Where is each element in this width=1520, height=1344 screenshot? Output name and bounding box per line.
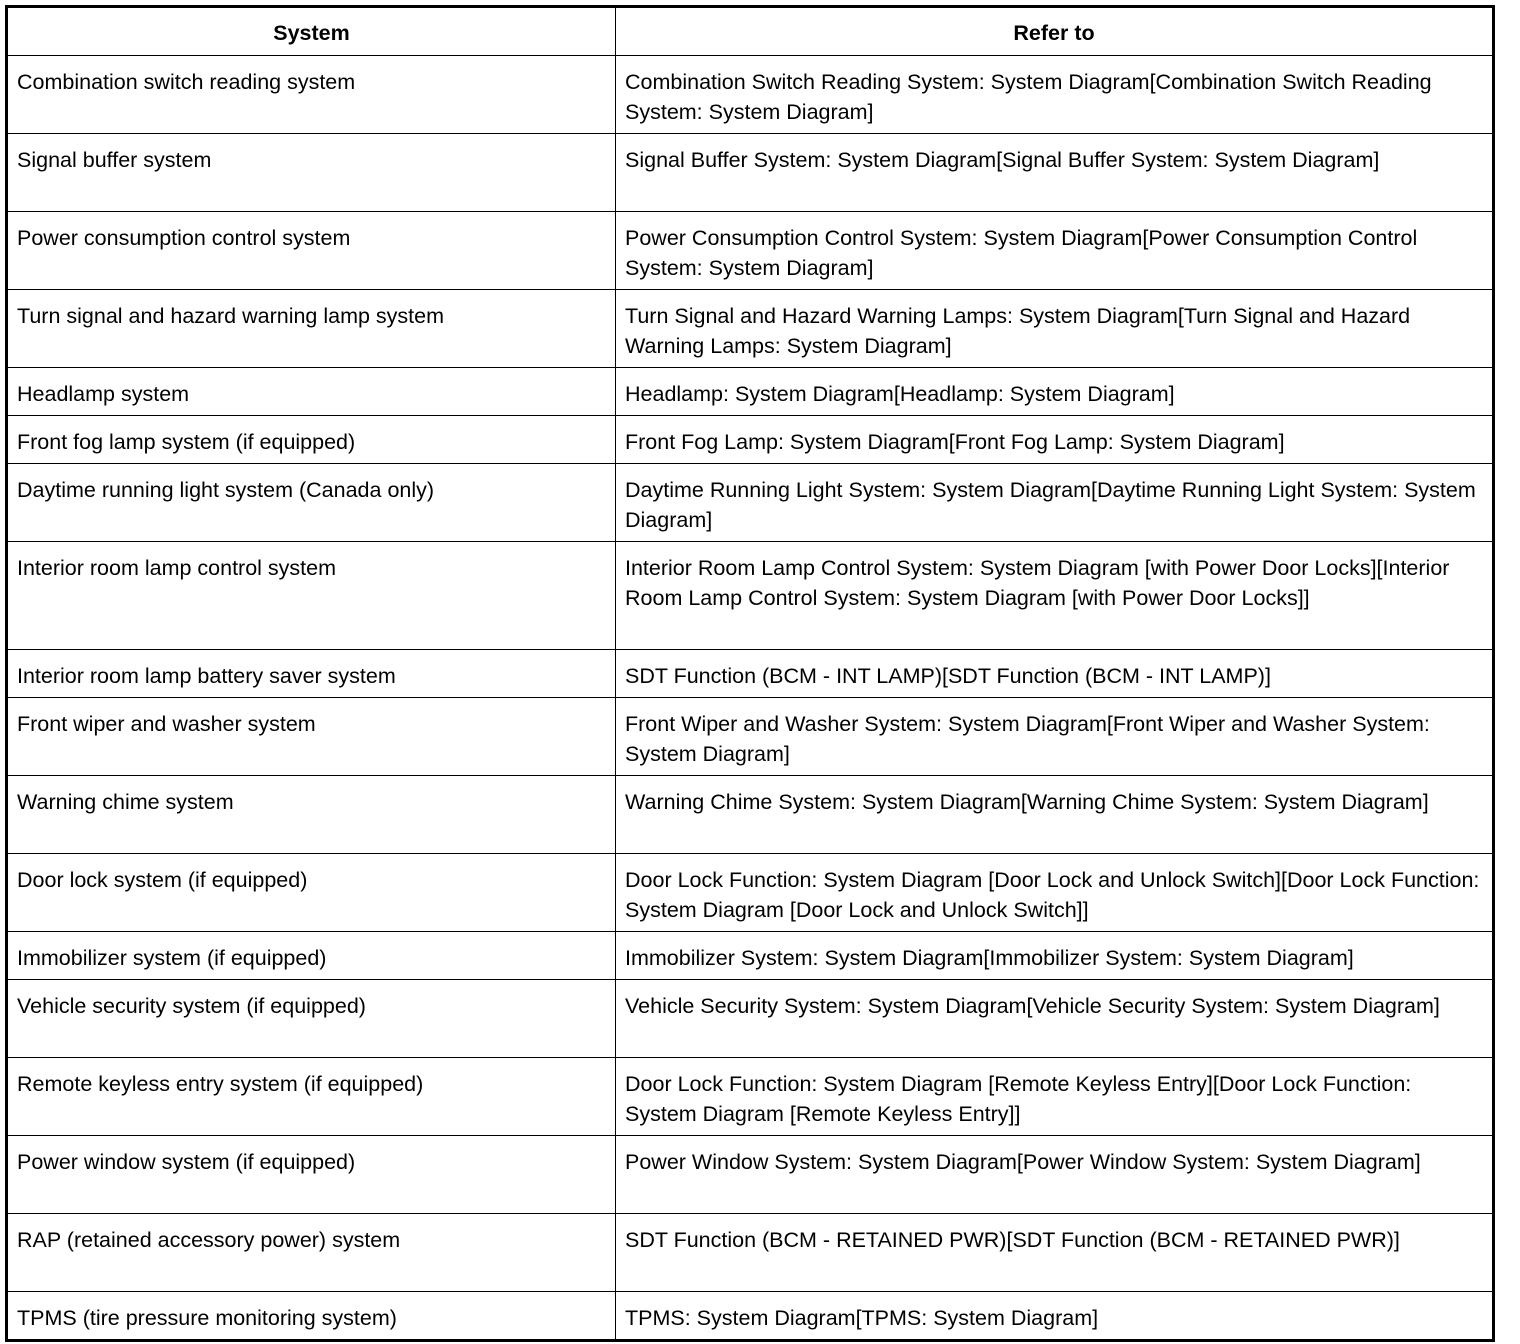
refer-to-cell: Combination Switch Reading System: System Diagram[Combination Switch Reading System: System Diagram] xyxy=(616,56,1494,134)
refer-to-cell: TPMS: System Diagram[TPMS: System Diagram] xyxy=(616,1292,1494,1341)
refer-to-cell: SDT Function (BCM - INT LAMP)[SDT Function (BCM - INT LAMP)] xyxy=(616,650,1494,698)
table-row xyxy=(7,56,1494,134)
system-cell: Headlamp system xyxy=(7,368,616,416)
table-row xyxy=(7,650,1494,698)
refer-to-cell: SDT Function (BCM - RETAINED PWR)[SDT Function (BCM - RETAINED PWR)] xyxy=(616,1214,1494,1292)
refer-to-cell: Signal Buffer System: System Diagram[Signal Buffer System: System Diagram] xyxy=(616,134,1494,212)
system-cell: Warning chime system xyxy=(7,776,616,854)
refer-to-cell: Interior Room Lamp Control System: System Diagram [with Power Door Locks][Interior Room Lamp Control System: System Diagram [with Power Door Locks]] xyxy=(616,542,1494,650)
column-header-refer-to: Refer to xyxy=(616,7,1494,56)
system-cell: Immobilizer system (if equipped) xyxy=(7,932,616,980)
refer-to-cell: Front Fog Lamp: System Diagram[Front Fog Lamp: System Diagram] xyxy=(616,416,1494,464)
table-row xyxy=(7,776,1494,854)
system-cell: Combination switch reading system xyxy=(7,56,616,134)
table-body xyxy=(7,56,1494,1341)
system-cell: Interior room lamp battery saver system xyxy=(7,650,616,698)
refer-to-cell: Turn Signal and Hazard Warning Lamps: System Diagram[Turn Signal and Hazard Warning Lamps: System Diagram] xyxy=(616,290,1494,368)
table-row xyxy=(7,368,1494,416)
table-row xyxy=(7,134,1494,212)
table-row xyxy=(7,1214,1494,1292)
refer-to-cell: Power Consumption Control System: System Diagram[Power Consumption Control System: System Diagram] xyxy=(616,212,1494,290)
refer-to-cell: Vehicle Security System: System Diagram[Vehicle Security System: System Diagram] xyxy=(616,980,1494,1058)
refer-to-cell: Headlamp: System Diagram[Headlamp: System Diagram] xyxy=(616,368,1494,416)
system-cell: Remote keyless entry system (if equipped) xyxy=(7,1058,616,1136)
table-header-row xyxy=(7,7,1494,56)
system-cell: Vehicle security system (if equipped) xyxy=(7,980,616,1058)
system-cell: Front wiper and washer system xyxy=(7,698,616,776)
system-cell: Power consumption control system xyxy=(7,212,616,290)
system-reference-table xyxy=(5,5,1495,1342)
table-row xyxy=(7,698,1494,776)
table-row xyxy=(7,542,1494,650)
table-row xyxy=(7,854,1494,932)
refer-to-cell: Daytime Running Light System: System Diagram[Daytime Running Light System: System Diagram] xyxy=(616,464,1494,542)
system-cell: Door lock system (if equipped) xyxy=(7,854,616,932)
system-cell: Front fog lamp system (if equipped) xyxy=(7,416,616,464)
system-cell: Daytime running light system (Canada only) xyxy=(7,464,616,542)
table-row xyxy=(7,416,1494,464)
table-row xyxy=(7,290,1494,368)
refer-to-cell: Power Window System: System Diagram[Power Window System: System Diagram] xyxy=(616,1136,1494,1214)
system-cell: Turn signal and hazard warning lamp system xyxy=(7,290,616,368)
system-cell: TPMS (tire pressure monitoring system) xyxy=(7,1292,616,1341)
column-header-system: System xyxy=(7,7,616,56)
refer-to-cell: Immobilizer System: System Diagram[Immobilizer System: System Diagram] xyxy=(616,932,1494,980)
table-row xyxy=(7,1292,1494,1341)
table-row xyxy=(7,464,1494,542)
table-row xyxy=(7,1136,1494,1214)
system-cell: RAP (retained accessory power) system xyxy=(7,1214,616,1292)
system-cell: Interior room lamp control system xyxy=(7,542,616,650)
table-row xyxy=(7,980,1494,1058)
table-row xyxy=(7,932,1494,980)
system-cell: Signal buffer system xyxy=(7,134,616,212)
refer-to-cell: Door Lock Function: System Diagram [Door Lock and Unlock Switch][Door Lock Function: System Diagram [Door Lock and Unlock Switch]] xyxy=(616,854,1494,932)
refer-to-cell: Front Wiper and Washer System: System Diagram[Front Wiper and Washer System: System Diagram] xyxy=(616,698,1494,776)
table-row xyxy=(7,1058,1494,1136)
refer-to-cell: Door Lock Function: System Diagram [Remote Keyless Entry][Door Lock Function: System Diagram [Remote Keyless Entry]] xyxy=(616,1058,1494,1136)
system-cell: Power window system (if equipped) xyxy=(7,1136,616,1214)
refer-to-cell: Warning Chime System: System Diagram[Warning Chime System: System Diagram] xyxy=(616,776,1494,854)
table-row xyxy=(7,212,1494,290)
